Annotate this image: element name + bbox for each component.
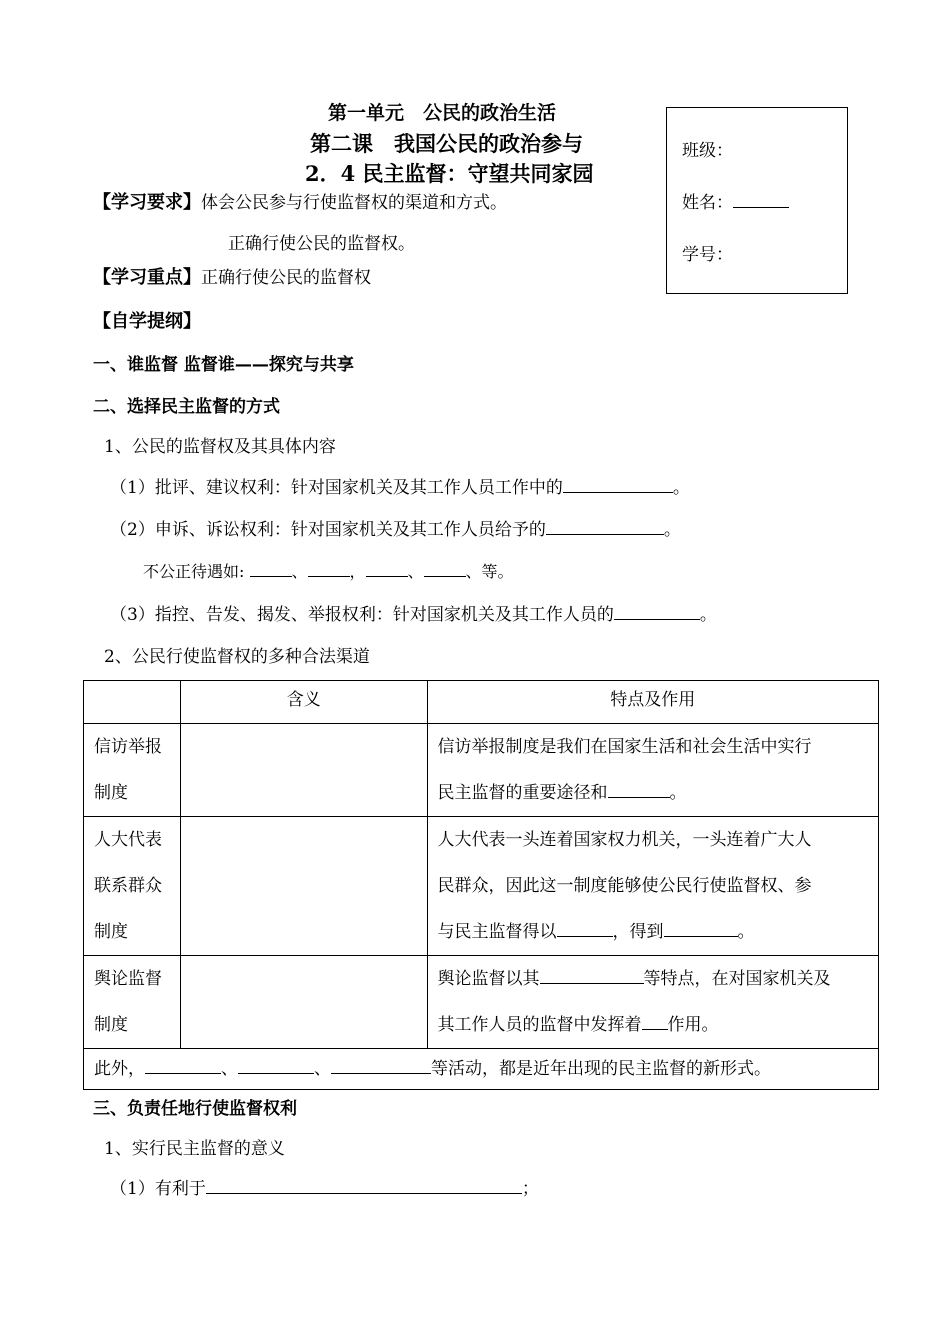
focus-row — [93, 263, 371, 289]
blank[interactable] — [563, 476, 673, 493]
outline-label: 【自学提纲】 — [93, 311, 201, 332]
cell-line: 信访举报 — [94, 737, 162, 757]
cell-line — [438, 909, 868, 955]
meaning-cell[interactable] — [180, 817, 427, 956]
part2-p2 — [110, 515, 681, 540]
blank[interactable] — [331, 1057, 431, 1074]
cell-text: 等活动，都是近年出现的民主监督的新形式。 — [431, 1059, 771, 1079]
separator: 、 — [314, 1059, 331, 1079]
part2-p3 — [110, 600, 717, 625]
section-title: 2．4 民主监督：守望共同家园 — [305, 161, 594, 186]
part3-item1: 1、实行民主监督的意义 — [104, 1139, 285, 1159]
table-row — [84, 724, 879, 817]
period: 。 — [663, 520, 681, 540]
cell-text: 。 — [737, 922, 755, 942]
feature-cell — [427, 956, 878, 1049]
table-row-name — [84, 724, 181, 817]
cell-line: 联系群众 — [94, 876, 162, 896]
cell-text: 其工作人员的监督中发挥着 — [437, 1015, 642, 1035]
table-row — [84, 956, 879, 1049]
cell-text: 作用。 — [667, 1015, 719, 1035]
unit-title: 第一单元 公民的政治生活 — [328, 102, 557, 124]
separator: ， — [349, 562, 366, 581]
cell-text: 民主监督的重要途径和 — [437, 783, 608, 803]
separator: 、 — [407, 562, 424, 581]
cell-line — [438, 956, 868, 1002]
table-header-cell: 特点及作用 — [427, 681, 878, 724]
part3-p1 — [110, 1174, 539, 1199]
unfair-label: 不公正待遇如: — [143, 562, 245, 581]
focus-label: 【学习重点】 — [93, 267, 201, 288]
table-row — [84, 817, 879, 956]
cell-text: 此外， — [94, 1059, 145, 1079]
separator: 、 — [291, 562, 308, 581]
cell-line: 人大代表 — [94, 830, 162, 850]
blank[interactable] — [250, 560, 292, 577]
part2-p3-text: （3）指控、告发、揭发、举报权利：针对国家机关及其工作人员的 — [110, 605, 614, 625]
student-info-box — [666, 107, 848, 294]
table-footer-row — [84, 1049, 879, 1090]
part2-p2-text: （2）申诉、诉讼权利：针对国家机关及其工作人员给予的 — [110, 520, 546, 540]
part2-p1 — [110, 473, 690, 498]
meaning-cell[interactable] — [180, 724, 427, 817]
class-label: 班级： — [682, 141, 733, 161]
cell-text: 等特点，在对国家机关及 — [643, 969, 831, 989]
blank[interactable] — [238, 1057, 314, 1074]
cell-text: ，得到 — [612, 922, 664, 942]
cell-line: 舆论监督 — [94, 969, 162, 989]
section-2-heading: 二、选择民主监督的方式 — [93, 397, 280, 417]
cell-line: 制度 — [94, 922, 128, 942]
part2-item2: 2、公民行使监督权的多种合法渠道 — [104, 647, 370, 667]
separator: 、 — [221, 1059, 238, 1079]
cell-line: 制度 — [94, 1015, 128, 1035]
meaning-cell[interactable] — [180, 956, 427, 1049]
id-label: 学号： — [682, 245, 733, 265]
table-row-name — [84, 817, 181, 956]
part2-p1-text: （1）批评、建议权利：针对国家机关及其工作人员工作中的 — [110, 478, 563, 498]
requirements-label: 【学习要求】 — [93, 192, 201, 213]
focus-text: 正确行使公民的监督权 — [201, 268, 371, 288]
table-row-name — [84, 956, 181, 1049]
table-footer-cell — [84, 1049, 879, 1090]
semicolon: ； — [521, 1179, 539, 1199]
period: 。 — [672, 478, 690, 498]
section-3-heading: 三、负责任地行使监督权利 — [93, 1099, 297, 1119]
cell-line: 人大代表一头连着国家权力机关，一头连着广大人 — [437, 830, 812, 850]
cell-line: 制度 — [94, 783, 128, 803]
name-row — [682, 188, 789, 213]
period: 。 — [699, 605, 717, 625]
unfair-end: 、等。 — [465, 562, 514, 581]
part3-p1-text: （1）有利于 — [110, 1179, 206, 1199]
blank[interactable] — [366, 560, 408, 577]
requirements-row — [93, 188, 507, 214]
section-1-heading: 一、谁监督 监督谁——探究与共享 — [93, 355, 354, 375]
feature-cell — [427, 724, 878, 817]
blank[interactable] — [557, 920, 613, 937]
cell-text: 与民主监督得以 — [437, 922, 557, 942]
feature-cell — [427, 817, 878, 956]
cell-line — [438, 1002, 868, 1048]
cell-line: 信访举报制度是我们在国家生活和社会生活中实行 — [437, 737, 812, 757]
blank[interactable] — [540, 967, 644, 984]
blank[interactable] — [206, 1177, 522, 1194]
requirements-line1: 体会公民参与行使监督权的渠道和方式。 — [201, 193, 507, 213]
blank[interactable] — [145, 1057, 221, 1074]
blank[interactable] — [642, 1013, 668, 1030]
blank[interactable] — [546, 518, 664, 535]
blank[interactable] — [308, 560, 350, 577]
cell-text: 。 — [669, 783, 687, 803]
cell-line — [438, 770, 868, 816]
blank[interactable] — [608, 781, 670, 798]
cell-text: 舆论监督以其 — [437, 969, 540, 989]
blank[interactable] — [664, 920, 738, 937]
blank[interactable] — [424, 560, 466, 577]
name-blank[interactable] — [733, 191, 789, 208]
table-header-cell — [84, 681, 181, 724]
part2-item1: 1、公民的监督权及其具体内容 — [104, 437, 336, 457]
table-header-row — [84, 681, 879, 724]
blank[interactable] — [614, 603, 700, 620]
supervision-channels-table — [83, 680, 879, 1090]
lesson-title: 第二课 我国公民的政治参与 — [310, 131, 583, 156]
unfair-treatment-row — [143, 559, 514, 582]
cell-line: 民群众，因此这一制度能够使公民行使监督权、参 — [437, 876, 812, 896]
table-header-cell: 含义 — [180, 681, 427, 724]
requirements-line2: 正确行使公民的监督权。 — [228, 234, 415, 254]
name-label: 姓名： — [682, 193, 733, 213]
